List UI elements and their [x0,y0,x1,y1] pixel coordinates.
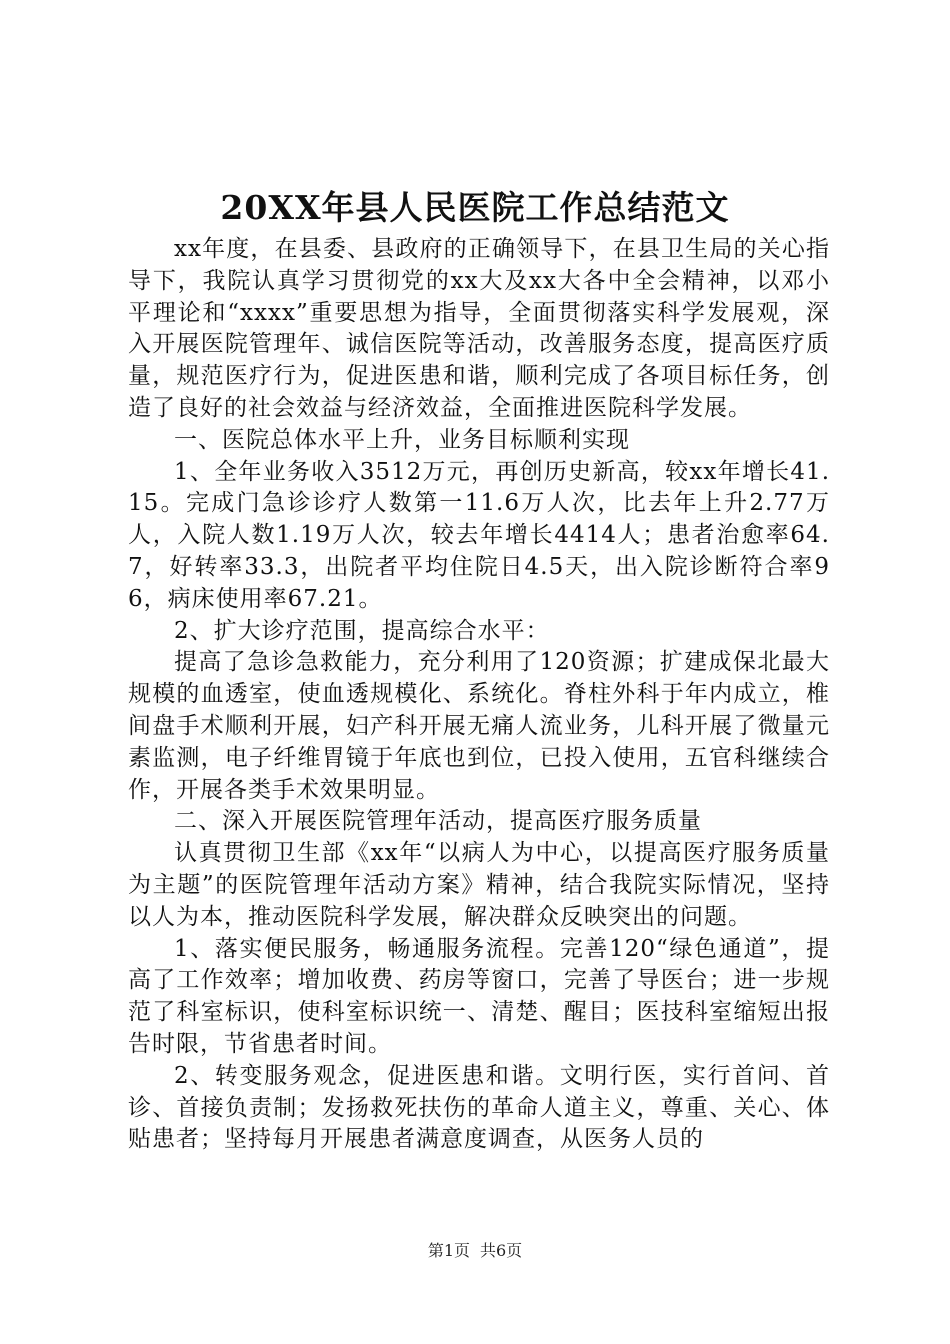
page-footer [0,1240,950,1262]
paragraph-business-stats: 1、全年业务收入3512万元，再创历史新高，较xx年增长41.15。完成门急诊诊疗人数第一11.6万人次，比去年上升2.77万人，入院人数1.19万人次，较去年增长4414人；患者治愈率64.7，好转率33.3，出院者平均住院日4.5天，出入院诊断符合率96，病床使用率67.21。 [128,458,830,612]
document-title: 20XX年县人民医院工作总结范文 [220,188,730,227]
paragraph-scope: 提高了急诊急救能力，充分利用了120资源；扩建成保北最大规模的血透室，使血透规模化、系统化。脊柱外科于年内成立，椎间盘手术顺利开展，妇产科开展无痛人流业务，儿科开展了微量元素监测，电子纤维胃镜于年底也到位，已投入使用，五官科继续合作，开展各类手术效果明显。 [128,649,830,803]
paragraph-service-concept: 2、转变服务观念，促进医患和谐。文明行医，实行首问、首诊、首接负责制；发扬救死扶伤的革命人道主义，尊重、关心、体贴患者；坚持每月开展患者满意度调查，从医务人员的 [128,1062,830,1153]
page-total: 共6页 [480,1241,523,1260]
document-body [128,234,830,1156]
paragraph-convenience: 1、落实便民服务，畅通服务流程。完善120“绿色通道”，提高了工作效率；增加收费、药房等窗口，完善了导医台；进一步规范了科室标识，使科室标识统一、清楚、醒目；医技科室缩短出报告时限，节省患者时间。 [128,935,830,1057]
subheading-scope: 2、扩大诊疗范围，提高综合水平： [174,617,550,644]
section-heading-2: 二、深入开展医院管理年活动，提高医疗服务质量 [174,808,702,835]
section-heading-1: 一、医院总体水平上升，业务目标顺利实现 [174,426,630,453]
page-number: 第1页 [427,1241,470,1260]
paragraph-intro: xx年度，在县委、县政府的正确领导下，在县卫生局的关心指导下，我院认真学习贯彻党的xx大及xx大各中全会精神，以邓小平理论和“xxxx”重要思想为指导，全面贯彻落实科学发展观，深入开展医院管理年、诚信医院等活动，改善服务态度，提高医疗质量，规范医疗行为，促进医患和谐，顺利完成了各项目标任务，创造了良好的社会效益与经济效益，全面推进医院科学发展。 [128,236,830,421]
paragraph-management-year: 认真贯彻卫生部《xx年“以病人为中心，以提高医疗服务质量为主题”的医院管理年活动方案》精神，结合我院实际情况，坚持以人为本，推动医院科学发展，解决群众反映突出的问题。 [128,840,830,930]
